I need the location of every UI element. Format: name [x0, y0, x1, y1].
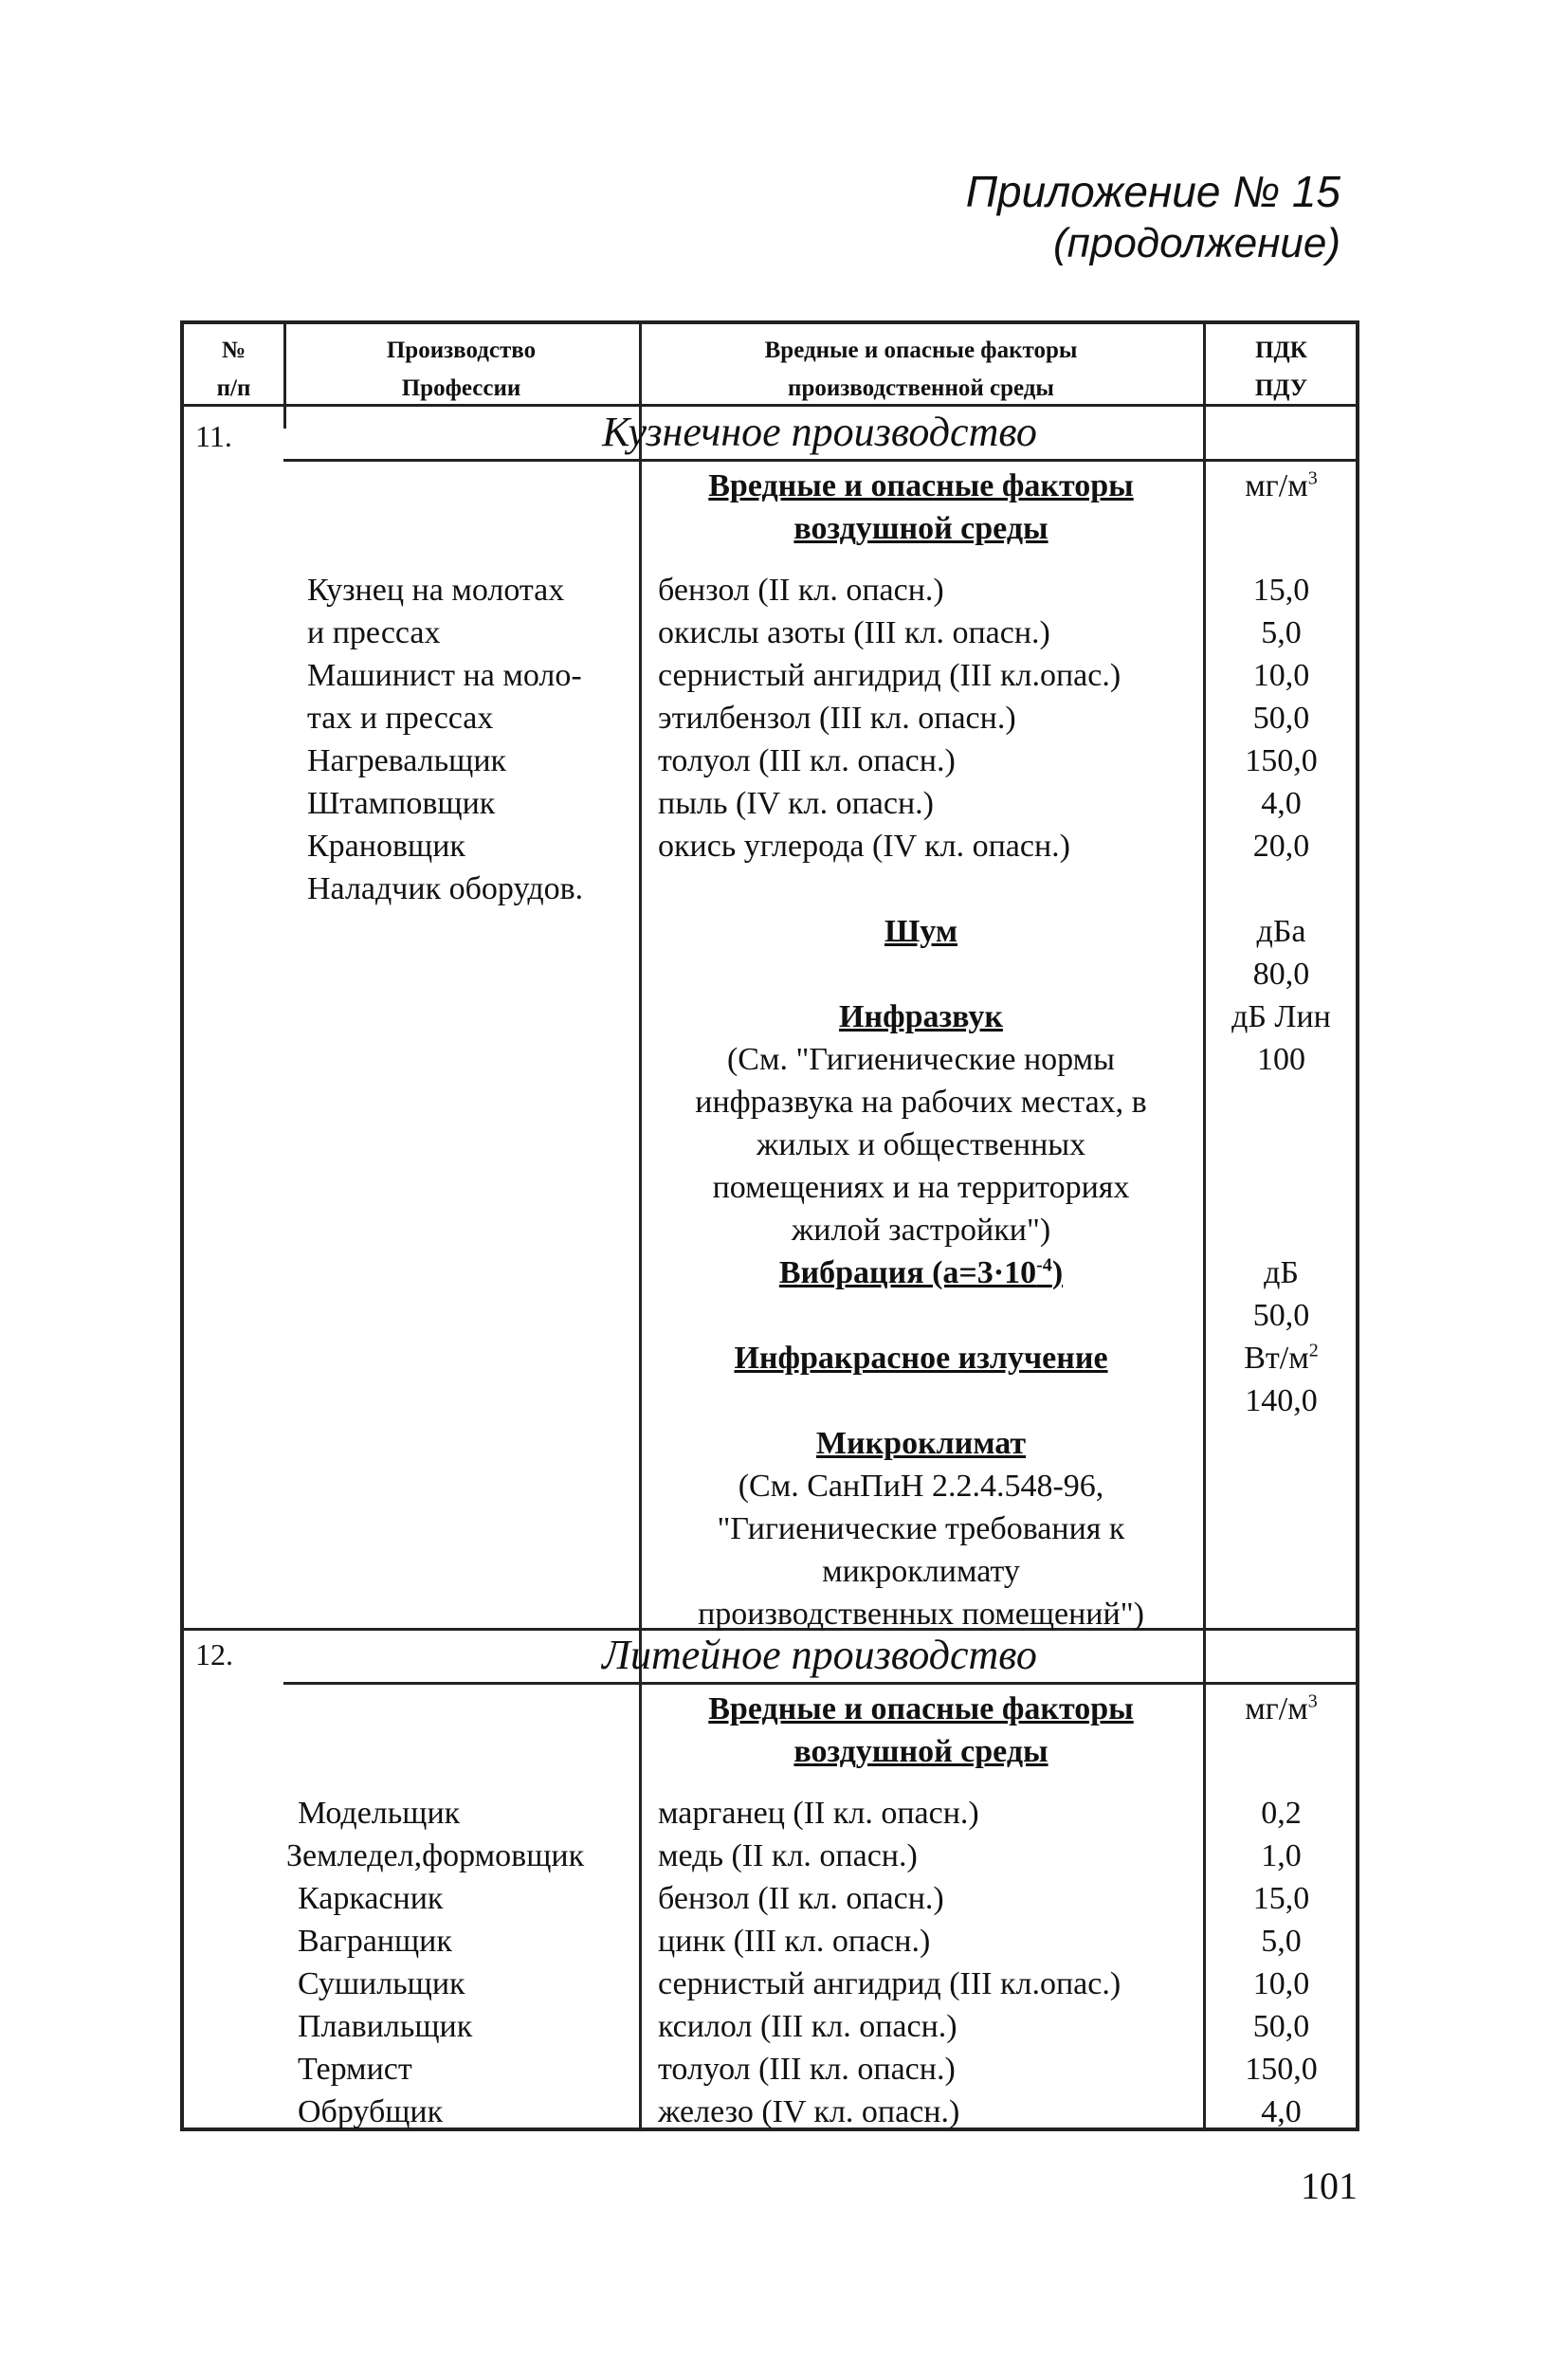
appendix-continued: (продолжение) [1053, 220, 1340, 266]
profession: Штамповщик [307, 786, 496, 821]
section12-substances [658, 1792, 1203, 2133]
section11-number: 11. [195, 419, 232, 453]
substance: бензол (II кл. опасн.) [658, 573, 944, 608]
section11-physical-factors: Шум Инфразвук (См. "Гигиенические нормы инфразвука на рабочих местах, в жилых и общественных помещениях и на территориях жилой застройки") Вибрация $(а=3\cdot 10^{-4})$ Инфракрасное излучение Микроклимат (См. СанПиН 2.2.4.548-96, "Гигиенические требования к микроклимату производственных помещений") [639, 910, 1203, 1635]
profession: и прессах [307, 615, 441, 650]
substance: сернистый ангидрид (III кл.опас.) [658, 1966, 1121, 2001]
profession: Наладчик оборудов. [307, 871, 584, 906]
profession: Кузнец на молотах [307, 573, 565, 608]
substance: цинк (III кл. опасн.) [658, 1924, 931, 1959]
header-limits: ПДК ПДУ [1254, 338, 1308, 401]
microclimate-heading: Микроклимат [815, 1426, 1027, 1461]
profession: Нагревальщик [307, 743, 507, 778]
substance: толуол (III кл. опасн.) [658, 743, 956, 778]
substance: бензол (II кл. опасн.) [658, 1881, 944, 1916]
limit-value: 15,0 [1252, 1881, 1310, 1916]
substance: ксилол (III кл. опасн.) [658, 2009, 957, 2044]
section12-title: Литейное производство [602, 1632, 1037, 1678]
limit-value: 10,0 [1252, 658, 1310, 693]
section11-air-unit: $мг/м^3$ [1245, 467, 1318, 503]
limit-value: 150,0 [1245, 2052, 1318, 2087]
section12-professions [286, 1792, 585, 2133]
noise-heading: Шум [884, 914, 958, 949]
section12-title-line [283, 1682, 1356, 1685]
limit-value: 4,0 [1261, 786, 1302, 821]
profession: Каркасник [298, 1881, 444, 1916]
profession: Сушильщик [298, 1966, 465, 2001]
section11-professions [307, 569, 583, 910]
profession: Земледел,формовщик [286, 1838, 585, 1873]
profession: Машинист на моло- [307, 658, 582, 693]
section11-title-line [283, 459, 1356, 462]
substance: этилбензол (III кл. опасн.) [658, 701, 1016, 736]
section12-values [1203, 1792, 1359, 2133]
header-production: Производство Профессии [386, 338, 537, 401]
profession: Плавильщик [298, 2009, 473, 2044]
limit-value: 50,0 [1252, 701, 1310, 736]
substance: окислы азоты (III кл. опасн.) [658, 615, 1050, 650]
section11-substances [658, 569, 1203, 867]
limit-value: 20,0 [1252, 829, 1310, 864]
profession: Термист [298, 2052, 412, 2087]
section11-title: Кузнечное производство [602, 409, 1037, 455]
limit-value: 5,0 [1261, 1924, 1302, 1959]
profession: Крановщик [307, 829, 465, 864]
header-factors: Вредные и опасные факторы производственной среды [764, 338, 1078, 401]
limit-value: 1,0 [1261, 1838, 1302, 1873]
profession: Вагранщик [298, 1924, 452, 1959]
vibration-heading: Вибрация $(а=3\cdot 10^{-4})$ [778, 1254, 1064, 1290]
section12-factors: Вредные и опасные факторы воздушной среды [708, 1691, 1134, 1769]
limit-value: 10,0 [1252, 1966, 1310, 2001]
substance: толуол (III кл. опасн.) [658, 2052, 956, 2087]
substance: окись углерода (IV кл. опасн.) [658, 829, 1070, 864]
substance: медь (II кл. опасн.) [658, 1838, 918, 1873]
infrasound-heading: Инфразвук [839, 999, 1003, 1034]
section11-values [1203, 569, 1359, 867]
section12-number: 12. [195, 1637, 233, 1671]
substance: пыль (IV кл. опасн.) [658, 786, 934, 821]
substance: марганец (II кл. опасн.) [658, 1796, 979, 1831]
section11-factors: Вредные и опасные факторы воздушной среды [708, 468, 1134, 546]
limit-value: 150,0 [1245, 743, 1318, 778]
substance: железо (IV кл. опасн.) [658, 2094, 960, 2129]
header-num: № п/п [216, 338, 251, 401]
limit-value: 5,0 [1261, 615, 1302, 650]
page-number: 101 [1301, 2164, 1358, 2207]
profession: тах и прессах [307, 701, 494, 736]
limit-value: 0,2 [1261, 1796, 1302, 1831]
profession: Модельщик [298, 1796, 461, 1831]
limit-value: 4,0 [1261, 2094, 1302, 2129]
infrared-heading: Инфракрасное излучение [734, 1341, 1108, 1376]
factors-table [180, 320, 1359, 2131]
profession: Обрубщик [298, 2094, 444, 2129]
limit-value: 15,0 [1252, 573, 1310, 608]
section11-physical-values: дБа 80,0 дБ Лин 100 дБ 50,0 $Вт/м^2$ 140,0 [1231, 914, 1331, 1418]
limit-value: 50,0 [1252, 2009, 1310, 2044]
appendix-title: Приложение № 15 [965, 167, 1340, 216]
section12-air-unit: $мг/м^3$ [1245, 1690, 1318, 1726]
substance: сернистый ангидрид (III кл.опас.) [658, 658, 1121, 693]
